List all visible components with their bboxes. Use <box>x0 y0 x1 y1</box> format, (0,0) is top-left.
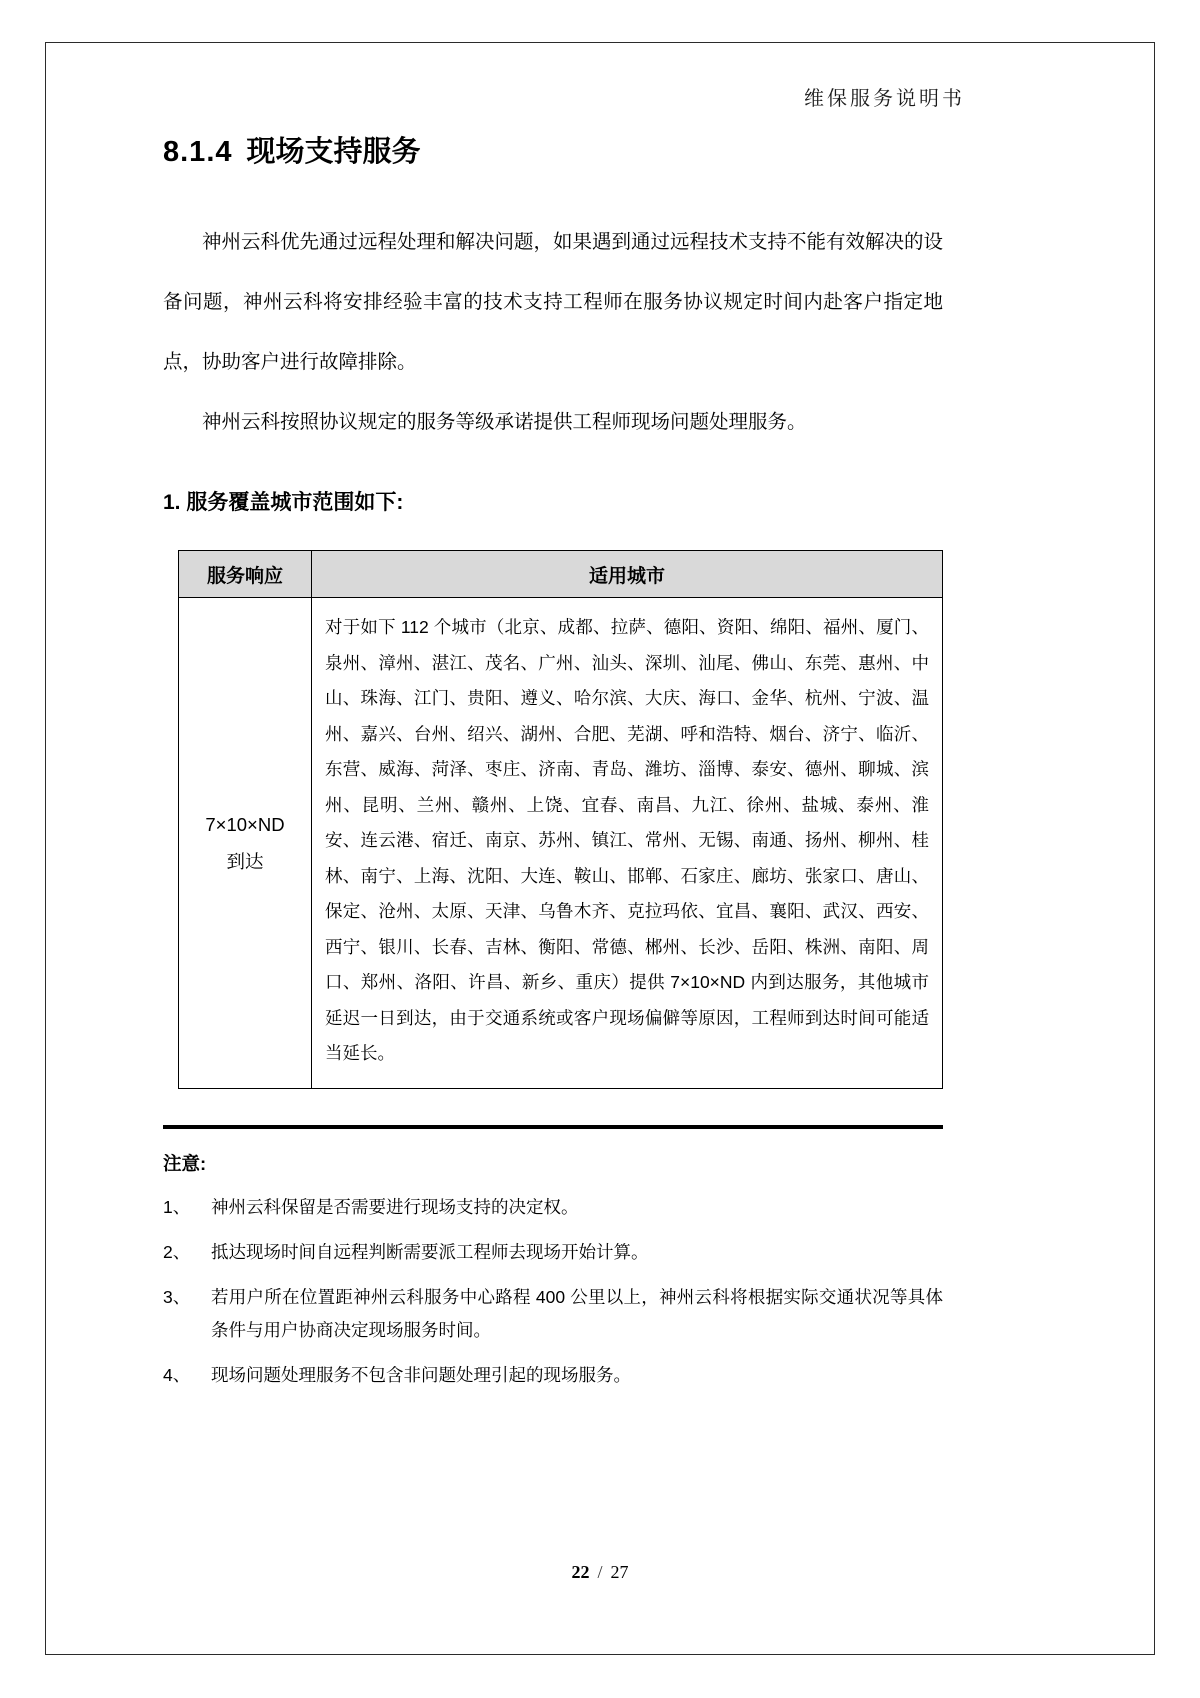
note-item-4 <box>163 1359 943 1392</box>
notes-title: 注意: <box>163 1152 207 1174</box>
note-item-2 <box>163 1236 943 1269</box>
section-number: 8.1.4 <box>163 136 233 168</box>
table-row <box>179 598 943 1089</box>
note-number-4: 4、 <box>163 1364 191 1385</box>
page-footer <box>0 1562 1200 1583</box>
note-text-1: 神州云科保留是否需要进行现场支持的决定权。 <box>211 1196 579 1217</box>
note-number-1: 1、 <box>163 1196 191 1217</box>
service-response-line2: 到达 <box>226 850 264 872</box>
note-text-2: 抵达现场时间自远程判断需要派工程师去现场开始计算。 <box>211 1241 649 1262</box>
page-number-total: 27 <box>610 1562 629 1582</box>
note-item-1 <box>163 1191 943 1224</box>
applicable-cities-cell: 对于如下 112 个城市（北京、成都、拉萨、德阳、资阳、绵阳、福州、厦门、泉州、漳州、湛江、茂名、广州、汕头、深圳、汕尾、佛山、东莞、惠州、中山、珠海、江门、贵阳、遵义、哈尔滨、大庆、海口、金华、杭州、宁波、温州、嘉兴、台州、绍兴、湖州、合肥、芜湖、呼和浩特、烟台、济宁、临沂、东营、威海、菏泽、枣庄、济南、青岛、潍坊、淄博、泰安、德州、聊城、滨州、昆明、兰州、赣州、上饶、宜春、南昌、九江、徐州、盐城、泰州、淮安、连云港、宿迁、南京、苏州、镇江、常州、无锡、南通、扬州、柳州、桂林、南宁、上海、沈阳、大连、鞍山、邯郸、石家庄、廊坊、张家口、唐山、保定、沧州、太原、天津、乌鲁木齐、克拉玛依、宜昌、襄阳、武汉、西安、西宁、银川、长春、吉林、衡阳、常德、郴州、长沙、岳阳、株洲、南阳、周口、郑州、洛阳、许昌、新乡、重庆）提供 7×10×ND 内到达服务，其他城市延迟一日到达，由于交通系统或客户现场偏僻等原因，工程师到达时间可能适当延长。 <box>312 598 943 1089</box>
coverage-list-heading: 1. 服务覆盖城市范围如下: <box>163 491 404 514</box>
note-number-2: 2、 <box>163 1241 191 1262</box>
document-content <box>163 132 943 1392</box>
paragraph-remote-handling: 神州云科优先通过远程处理和解决问题，如果遇到通过远程技术支持不能有效解决的设备问题，神州云科将安排经验丰富的技术支持工程师在服务协议规定时间内赴客户指定地点，协助客户进行故障排除。 <box>163 231 944 373</box>
note-item-3 <box>163 1281 943 1347</box>
service-coverage-table <box>178 550 943 1089</box>
table-header-service-response: 服务响应 <box>179 551 312 598</box>
page-number-separator: / <box>597 1562 603 1582</box>
note-text-4: 现场问题处理服务不包含非问题处理引起的现场服务。 <box>211 1364 631 1385</box>
table-header-row <box>179 551 943 598</box>
service-response-line1: 7×10×ND <box>205 813 285 835</box>
note-number-3: 3、 <box>163 1286 191 1307</box>
page-number-current: 22 <box>571 1562 590 1582</box>
section-divider-rule <box>163 1125 943 1129</box>
paragraph-service-level: 神州云科按照协议规定的服务等级承诺提供工程师现场问题处理服务。 <box>202 411 807 433</box>
document-header-title: 维保服务说明书 <box>804 88 965 110</box>
service-response-cell <box>179 598 312 1089</box>
note-text-3: 若用户所在位置距神州云科服务中心路程 400 公里以上，神州云科将根据实际交通状况等具体条件与用户协商决定现场服务时间。 <box>211 1286 943 1340</box>
section-heading <box>163 132 943 172</box>
section-title: 现场支持服务 <box>246 136 421 168</box>
table-header-applicable-cities: 适用城市 <box>312 551 943 598</box>
